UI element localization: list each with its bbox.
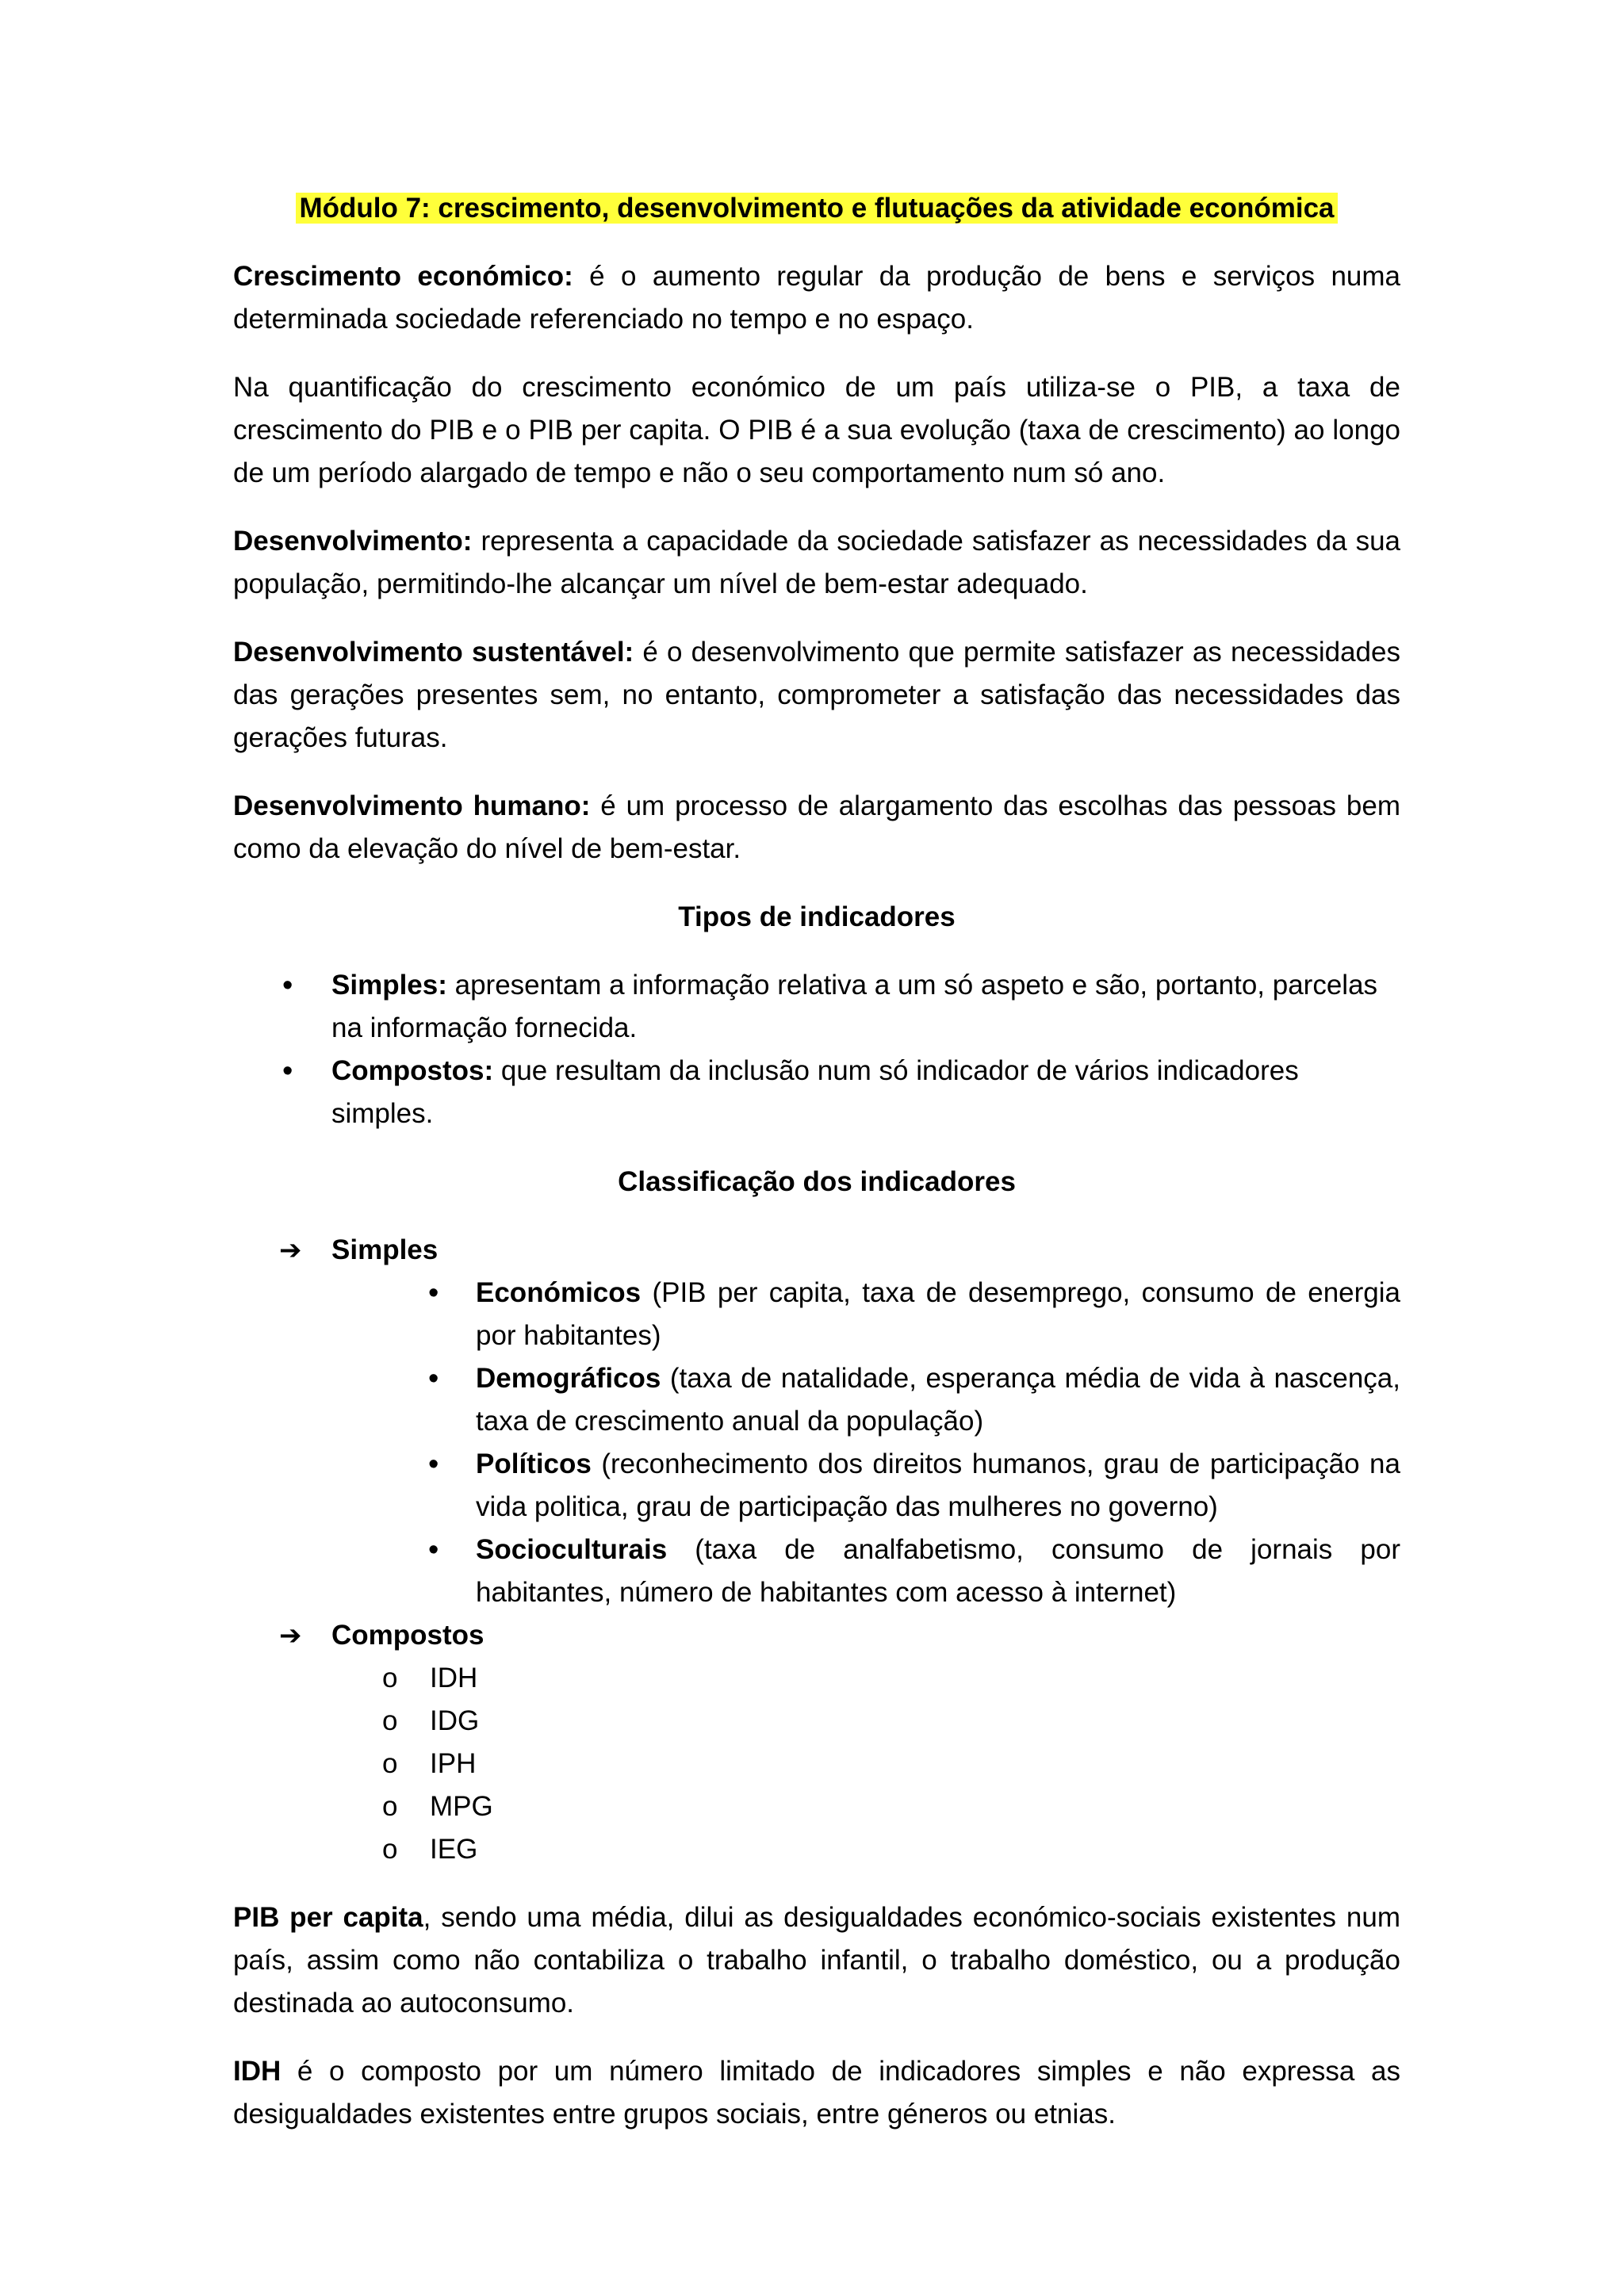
simples-term: Socioculturais: [476, 1534, 668, 1565]
paragraph-desenvolvimento: [233, 520, 1400, 606]
simples-term: Demográficos: [476, 1363, 661, 1394]
list-item: [476, 1443, 1400, 1529]
paragraph-pib: [233, 1896, 1400, 2025]
term-humano: Desenvolvimento humano:: [233, 790, 591, 821]
term-idh: IDH: [233, 2056, 282, 2087]
text-sustentavel: é o desenvolvimento que permite satisfazer as necessidades das gerações presentes sem, no entanto, comprometer a satisfação das necessidades das gerações futuras.: [233, 637, 1400, 753]
arrow-item-simples: ➔ Simples: [233, 1229, 1400, 1272]
term-desenvolvimento: Desenvolvimento:: [233, 526, 473, 557]
text-crescimento: é o aumento regular da produção de bens e serviços numa determinada sociedade referenciado no tempo e no espaço.: [233, 261, 1400, 335]
paragraph-humano: [233, 785, 1400, 871]
arrow-item-compostos: ➔ Compostos: [233, 1614, 1400, 1657]
tipo-text: apresentam a informação relativa a um só aspeto e são, portanto, parcelas na informação fornecida.: [331, 970, 1378, 1043]
paragraph-sustentavel: [233, 631, 1400, 760]
list-item: [476, 1272, 1400, 1357]
heading-classificacao: Classificação dos indicadores: [618, 1166, 1016, 1197]
text-humano: é um processo de alargamento das escolhas das pessoas bem como da elevação do nível de bem-estar.: [233, 790, 1400, 864]
page-title: [233, 187, 1400, 230]
list-item: [476, 1529, 1400, 1614]
tipos-list: [233, 964, 1400, 1135]
list-item: o MPG: [430, 1785, 1400, 1828]
term-pib: PIB per capita: [233, 1902, 423, 1933]
tipo-term: Compostos:: [331, 1055, 494, 1086]
simples-term: Económicos: [476, 1277, 642, 1308]
page-title-text: Módulo 7: crescimento, desenvolvimento e flutuações da atividade económica: [296, 193, 1337, 224]
text-pib: , sendo uma média, dilui as desigualdades económico-sociais existentes num país, assim como não contabiliza o trabalho infantil, o trabalho doméstico, ou a produção destinada ao autoconsumo.: [233, 1902, 1400, 2019]
list-item: [476, 1357, 1400, 1443]
list-item: o IPH: [430, 1743, 1400, 1785]
simples-text: (taxa de analfabetismo, consumo de jornais por habitantes, número de habitantes com acesso à internet): [476, 1534, 1400, 1608]
text-idh: é o composto por um número limitado de indicadores simples e não expressa as desigualdades existentes entre grupos sociais, entre géneros ou etnias.: [233, 2056, 1400, 2130]
list-item: o IDH: [430, 1657, 1400, 1700]
list-item: [331, 1050, 1400, 1135]
list-item: o IDG: [430, 1700, 1400, 1743]
paragraph-idh: [233, 2050, 1400, 2136]
list-item: [331, 964, 1400, 1050]
simples-text: (reconhecimento dos direitos humanos, grau de participação na vida politica, grau de participação das mulheres no governo): [476, 1448, 1400, 1522]
paragraph-quantificacao: Na quantificação do crescimento económico de um país utiliza-se o PIB, a taxa de crescimento do PIB e o PIB per capita. O PIB é a sua evolução (taxa de crescimento) ao longo de um período alargado de tempo e não o seu comportamento num só ano.: [233, 372, 1400, 488]
simples-term: Políticos: [476, 1448, 592, 1479]
term-crescimento: Crescimento económico:: [233, 261, 573, 292]
term-sustentavel: Desenvolvimento sustentável:: [233, 637, 634, 668]
tipo-text: que resultam da inclusão num só indicador de vários indicadores simples.: [331, 1055, 1299, 1129]
tipo-term: Simples:: [331, 970, 447, 1001]
simples-text: (taxa de natalidade, esperança média de vida à nascença, taxa de crescimento anual da população): [476, 1363, 1400, 1437]
paragraph-crescimento: [233, 255, 1400, 341]
simples-text: (PIB per capita, taxa de desemprego, consumo de energia por habitantes): [476, 1277, 1400, 1351]
heading-tipos: Tipos de indicadores: [678, 901, 956, 932]
simples-list: [233, 1272, 1400, 1614]
compostos-list: [233, 1657, 1400, 1871]
list-item: o IEG: [430, 1828, 1400, 1871]
text-desenvolvimento: representa a capacidade da sociedade satisfazer as necessidades da sua população, permitindo-lhe alcançar um nível de bem-estar adequado.: [233, 526, 1400, 599]
